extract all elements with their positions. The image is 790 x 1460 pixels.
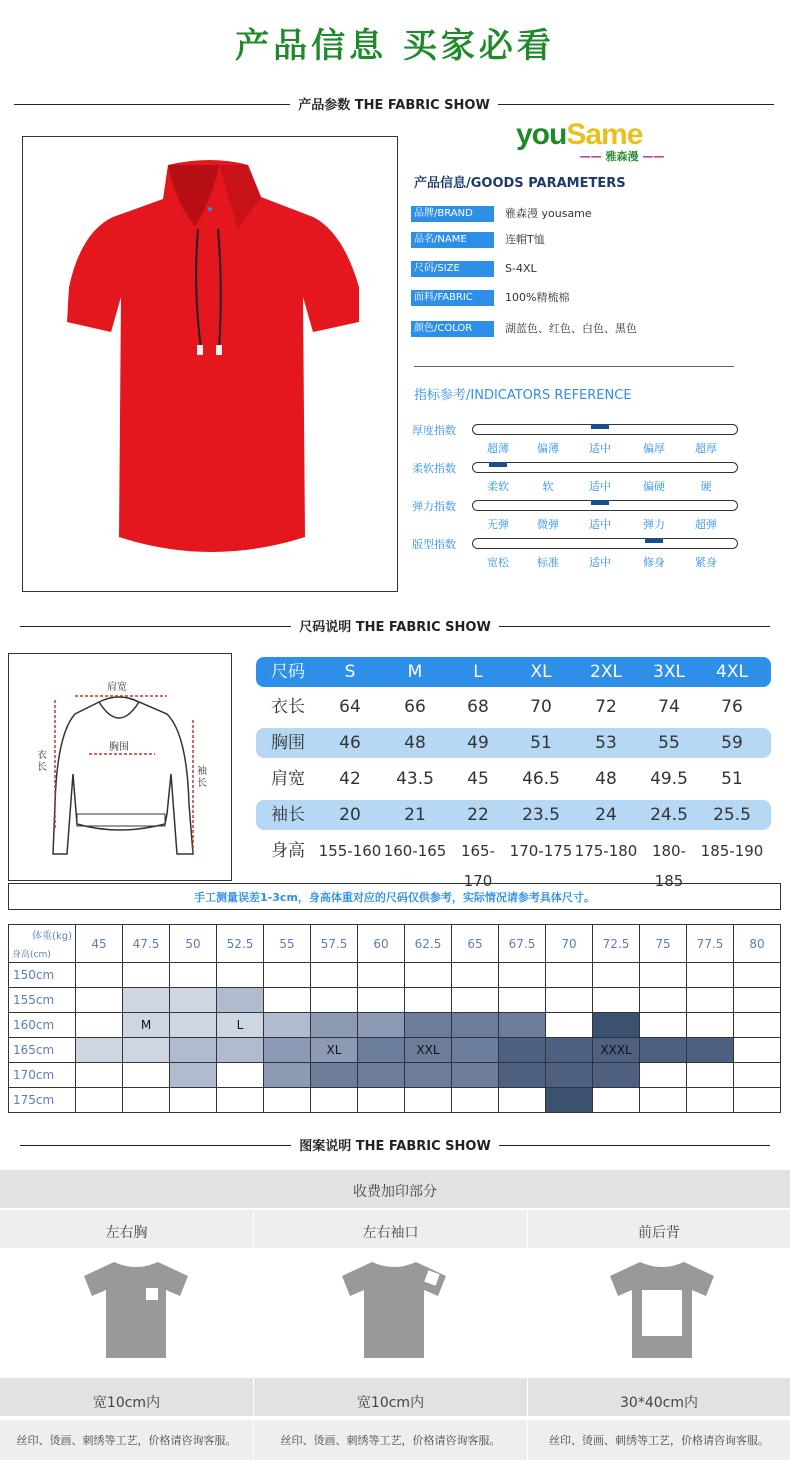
size-fit-cell (687, 1013, 734, 1038)
size-fit-cell: XXL (405, 1038, 452, 1063)
print-position-back: 前后背 (638, 1225, 680, 1241)
size-fit-cell (217, 1038, 264, 1063)
print-header: 收费加印部分 (353, 1184, 437, 1200)
indicators-title: 指标参考/INDICATORS REFERENCE (414, 388, 632, 403)
size-cell: 46.5 (522, 769, 560, 789)
size-fit-cell (499, 1063, 546, 1088)
size-fit-cell (546, 1063, 593, 1088)
size-fit-cell (499, 988, 546, 1013)
indicator-marker (591, 424, 609, 429)
size-fit-cell (358, 1013, 405, 1038)
weight-header-cell: 70 (546, 925, 593, 963)
size-cell: 165-170 (460, 842, 496, 890)
section-header-sizes (20, 616, 770, 636)
size-fit-cell (734, 1063, 781, 1088)
print-footer-chest: 丝印、烫画、刺绣等工艺，价格请咨询客服。 (16, 1434, 237, 1447)
size-cell: 76 (721, 697, 743, 717)
height-label: 150cm (9, 963, 76, 988)
size-cell: 175-180 (574, 842, 638, 860)
weight-height-table (8, 924, 781, 1113)
size-cell: 53 (595, 733, 617, 753)
indicator-tick-label: 适中 (589, 556, 611, 569)
size-fit-cell: XXXL (593, 1038, 640, 1063)
indicator-marker (591, 500, 609, 505)
indicator-tick-label: 紧身 (695, 556, 717, 569)
size-fit-cell (123, 1088, 170, 1113)
print-size-back: 30*40cm内 (620, 1395, 698, 1411)
size-fit-cell (76, 1013, 123, 1038)
indicator-tick-label: 适中 (589, 442, 611, 455)
size-fit-cell (123, 1063, 170, 1088)
height-label: 170cm (9, 1063, 76, 1088)
table-row (9, 1088, 781, 1113)
indicator-row (412, 422, 742, 462)
size-fit-cell (170, 1088, 217, 1113)
section-title: 图案说明 THE FABRIC SHOW (291, 1139, 499, 1154)
weight-header-cell: 75 (640, 925, 687, 963)
weight-header-cell: 47.5 (123, 925, 170, 963)
height-label: 160cm (9, 1013, 76, 1038)
size-cell: 74 (658, 697, 680, 717)
size-fit-cell (405, 963, 452, 988)
table-row (9, 963, 781, 988)
param-row-size: 尺码/SIZE S-4XL (411, 261, 741, 277)
size-fit-cell (405, 1088, 452, 1113)
size-fit-cell (593, 988, 640, 1013)
size-fit-cell (170, 1038, 217, 1063)
param-row-fabric: 面料/FABRIC 100%精梳棉 (411, 290, 741, 306)
size-fit-cell (499, 1088, 546, 1113)
size-fit-cell (311, 1013, 358, 1038)
size-fit-cell (264, 988, 311, 1013)
size-cell: 170-175 (509, 842, 573, 860)
size-fit-cell (123, 988, 170, 1013)
size-fit-cell (593, 1013, 640, 1038)
size-fit-cell (311, 963, 358, 988)
measurement-diagram (8, 653, 232, 881)
indicator-row (412, 498, 742, 538)
size-fit-cell (123, 1038, 170, 1063)
size-fit-cell (358, 988, 405, 1013)
weight-header-cell: 62.5 (405, 925, 452, 963)
weight-header-cell: 45 (76, 925, 123, 963)
size-cell: 72 (595, 697, 617, 717)
indicator-tick-label: 超厚 (695, 442, 717, 455)
section-header-pattern (20, 1135, 770, 1155)
param-row-brand: 品牌/BRAND 雅森漫 yousame (411, 206, 741, 222)
size-cell: 64 (339, 697, 361, 717)
size-cell: 20 (339, 805, 361, 825)
indicator-tick-label: 标准 (537, 556, 559, 569)
indicator-row (412, 536, 742, 576)
indicator-tick-label: 柔软 (487, 480, 509, 493)
weight-header-cell: 67.5 (499, 925, 546, 963)
indicator-tick-label: 超弹 (695, 518, 717, 531)
indicator-bar (472, 462, 738, 473)
goods-params-title: 产品信息/GOODS PARAMETERS (414, 176, 626, 191)
chest-label: 胸围 (109, 742, 129, 753)
height-label: 175cm (9, 1088, 76, 1113)
size-fit-cell (264, 1063, 311, 1088)
size-cell: XL (530, 662, 552, 682)
size-fit-cell (264, 1013, 311, 1038)
size-fit-cell (358, 1088, 405, 1113)
brand-logo (516, 118, 686, 162)
size-cell: 55 (658, 733, 680, 753)
print-size-sleeve: 宽10cm内 (356, 1395, 425, 1411)
size-fit-cell (640, 1038, 687, 1063)
print-footer-sleeve: 丝印、烫画、刺绣等工艺，价格请咨询客服。 (280, 1434, 501, 1447)
table-row (9, 1063, 781, 1088)
logo-text-same: Same (566, 118, 643, 151)
size-fit-cell (311, 1088, 358, 1113)
tshirt-back-print-icon (610, 1260, 714, 1360)
print-position-chest: 左右胸 (105, 1225, 148, 1241)
size-fit-cell (123, 963, 170, 988)
size-cell: 59 (721, 733, 743, 753)
param-row-name: 品名/NAME 连帽T恤 (411, 232, 741, 248)
size-cell: 42 (339, 769, 361, 789)
indicator-tick-label: 宽松 (487, 556, 509, 569)
divider (414, 366, 734, 367)
size-fit-cell (76, 1038, 123, 1063)
size-row-label: 袖长 (271, 805, 305, 825)
size-fit-cell (405, 1013, 452, 1038)
indicator-marker (645, 538, 663, 543)
length-label: 衣长 (37, 750, 47, 773)
size-fit-cell (734, 1038, 781, 1063)
weight-header-cell: 60 (358, 925, 405, 963)
size-row-label: 胸围 (271, 733, 305, 753)
size-table-row (256, 692, 771, 722)
weight-header-cell: 52.5 (217, 925, 264, 963)
size-fit-cell (546, 1088, 593, 1113)
size-fit-cell (546, 1013, 593, 1038)
size-cell: 2XL (590, 662, 622, 682)
size-fit-cell (593, 963, 640, 988)
logo-cn: —— 雅森漫 —— (579, 150, 665, 163)
size-cell: 48 (404, 733, 426, 753)
size-fit-cell (264, 963, 311, 988)
size-fit-cell (264, 1038, 311, 1063)
size-fit-cell (76, 1088, 123, 1113)
size-fit-cell (358, 1063, 405, 1088)
size-fit-cell (593, 1088, 640, 1113)
size-table-row (256, 836, 771, 890)
weight-header-cell: 72.5 (593, 925, 640, 963)
measurement-note: 手工测量误差1-3cm，身高体重对应的尺码仅供参考，实际情况请参考具体尺寸。 (8, 883, 781, 910)
size-fit-cell (452, 1063, 499, 1088)
print-footer-back: 丝印、烫画、刺绣等工艺，价格请咨询客服。 (549, 1434, 769, 1447)
size-fit-cell (76, 963, 123, 988)
red-hoodie-tshirt-image (23, 137, 399, 593)
size-fit-cell (640, 1013, 687, 1038)
size-row-label: 肩宽 (271, 769, 305, 789)
size-fit-cell (452, 1038, 499, 1063)
size-cell: 51 (530, 733, 552, 753)
table-row (9, 988, 781, 1013)
weight-header-cell: 57.5 (311, 925, 358, 963)
table-row (9, 1038, 781, 1063)
indicator-tick-label: 弹力 (643, 518, 665, 531)
size-fit-cell (311, 1063, 358, 1088)
logo-text-you: you (516, 118, 567, 151)
size-fit-cell (687, 1088, 734, 1113)
size-cell: 70 (530, 697, 552, 717)
param-row-color: 颜色/COLOR 湖蓝色、红色、白色、黑色 (411, 321, 741, 337)
size-cell: 49 (467, 733, 489, 753)
size-fit-cell (452, 1013, 499, 1038)
size-fit-cell (499, 963, 546, 988)
print-size-chest: 宽10cm内 (92, 1395, 161, 1411)
size-fit-cell (687, 988, 734, 1013)
size-fit-cell (452, 1088, 499, 1113)
size-fit-cell (452, 988, 499, 1013)
size-fit-cell (640, 1088, 687, 1113)
size-row-label: 衣长 (271, 697, 305, 717)
size-cell: 24.5 (650, 805, 688, 825)
size-fit-cell (170, 1063, 217, 1088)
size-fit-cell (640, 963, 687, 988)
indicator-tick-label: 硬 (700, 480, 712, 493)
indicator-tick-label: 软 (542, 480, 554, 493)
weight-header-cell: 65 (452, 925, 499, 963)
size-cell: 45 (467, 769, 489, 789)
indicator-row (412, 460, 742, 500)
page-title: 产品信息 买家必看 (235, 26, 555, 66)
weight-header-cell: 80 (734, 925, 781, 963)
indicator-bar (472, 538, 738, 549)
print-positions-table (0, 1170, 790, 1460)
size-fit-cell (405, 988, 452, 1013)
height-label: 165cm (9, 1038, 76, 1063)
size-fit-cell (217, 1088, 264, 1113)
tshirt-sleeve-print-icon (342, 1260, 446, 1360)
indicator-name: 版型指数 (412, 538, 456, 551)
shoulder-label: 肩宽 (107, 682, 127, 693)
size-row-label: 尺码 (271, 662, 305, 682)
size-fit-cell (76, 988, 123, 1013)
size-cell: 43.5 (396, 769, 434, 789)
size-cell: 160-165 (383, 842, 447, 860)
size-fit-cell (170, 1013, 217, 1038)
size-cell: 23.5 (522, 805, 560, 825)
size-table-row (256, 728, 771, 758)
size-table-row (256, 800, 771, 830)
size-cell: S (344, 662, 356, 682)
size-fit-cell (264, 1088, 311, 1113)
indicator-tick-label: 适中 (589, 480, 611, 493)
size-cell: 25.5 (713, 805, 751, 825)
size-cell: 24 (595, 805, 617, 825)
table-row (9, 1013, 781, 1038)
indicator-name: 厚度指数 (412, 424, 456, 437)
size-fit-cell (499, 1013, 546, 1038)
weight-header-cell: 50 (170, 925, 217, 963)
size-fit-cell (734, 963, 781, 988)
indicator-tick-label: 适中 (589, 518, 611, 531)
size-cell: 48 (595, 769, 617, 789)
size-fit-cell: XL (311, 1038, 358, 1063)
size-fit-cell (170, 963, 217, 988)
size-fit-cell (734, 1013, 781, 1038)
section-header-params (14, 94, 774, 114)
size-fit-cell (687, 1063, 734, 1088)
indicator-tick-label: 超薄 (487, 442, 509, 455)
size-cell: 155-160 (318, 842, 382, 860)
sleeve-label: 袖长 (197, 766, 207, 789)
indicator-name: 弹力指数 (412, 500, 456, 513)
size-cell: 180-185 (651, 842, 687, 890)
size-fit-cell (405, 1063, 452, 1088)
indicator-tick-label: 修身 (643, 556, 665, 569)
size-fit-cell (217, 988, 264, 1013)
size-cell: 68 (467, 697, 489, 717)
size-fit-cell (452, 963, 499, 988)
product-photo (22, 136, 398, 592)
size-cell: 66 (404, 697, 426, 717)
size-cell: L (473, 662, 483, 682)
size-cell: 4XL (716, 662, 748, 682)
size-cell: 46 (339, 733, 361, 753)
size-cell: 3XL (653, 662, 685, 682)
size-fit-cell (687, 963, 734, 988)
section-title: 尺码说明 THE FABRIC SHOW (291, 620, 499, 635)
indicator-tick-label: 微弹 (537, 518, 559, 531)
size-fit-cell: M (123, 1013, 170, 1038)
weight-header-cell: 55 (264, 925, 311, 963)
size-fit-cell: L (217, 1013, 264, 1038)
size-fit-cell (170, 988, 217, 1013)
print-position-sleeve: 左右袖口 (362, 1225, 419, 1241)
indicator-tick-label: 无弹 (487, 518, 509, 531)
size-fit-cell (217, 963, 264, 988)
size-fit-cell (734, 988, 781, 1013)
size-fit-cell (76, 1063, 123, 1088)
tshirt-chest-print-icon (84, 1260, 188, 1360)
indicator-tick-label: 偏硬 (643, 480, 665, 493)
size-cell: 21 (404, 805, 426, 825)
indicator-name: 柔软指数 (412, 462, 456, 475)
size-table-header (256, 657, 771, 687)
weight-header-cell: 77.5 (687, 925, 734, 963)
size-fit-cell (358, 963, 405, 988)
size-fit-cell (640, 1063, 687, 1088)
indicator-tick-label: 偏厚 (643, 442, 665, 455)
size-cell: 49.5 (650, 769, 688, 789)
size-fit-cell (546, 988, 593, 1013)
size-fit-cell (217, 1063, 264, 1088)
indicator-tick-label: 偏薄 (537, 442, 559, 455)
size-fit-cell (358, 1038, 405, 1063)
size-fit-cell (311, 988, 358, 1013)
size-table-row (256, 764, 771, 794)
height-label: 155cm (9, 988, 76, 1013)
size-fit-cell (499, 1038, 546, 1063)
size-cell: 51 (721, 769, 743, 789)
size-cell: 185-190 (700, 842, 764, 860)
size-fit-cell (687, 1038, 734, 1063)
indicator-marker (489, 462, 507, 467)
size-fit-cell (734, 1088, 781, 1113)
size-fit-cell (546, 963, 593, 988)
size-cell: M (407, 662, 423, 682)
size-fit-cell (640, 988, 687, 1013)
size-fit-cell (593, 1063, 640, 1088)
table-corner: 体重(kg) 身高(cm) (9, 925, 76, 963)
size-cell: 22 (467, 805, 489, 825)
size-fit-cell (546, 1038, 593, 1063)
size-row-label: 身高 (271, 841, 305, 861)
section-title: 产品参数 THE FABRIC SHOW (290, 98, 498, 113)
